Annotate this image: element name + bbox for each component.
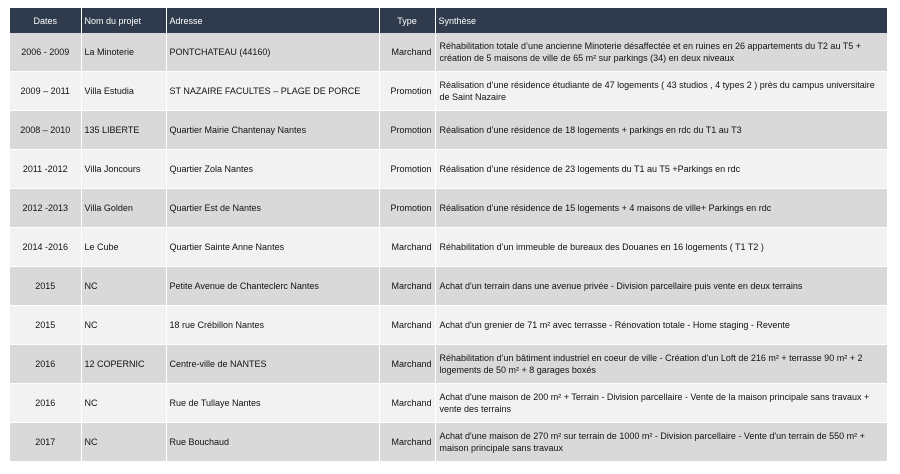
cell-type: Marchand (379, 384, 435, 423)
header-address: Adresse (166, 8, 379, 33)
table-row (10, 33, 887, 72)
cell-type: Marchand (379, 345, 435, 384)
cell-date: 2014 -2016 (10, 228, 81, 267)
cell-summary: Achat d'une maison de 270 m² sur terrain de 1000 m² - Division parcellaire - Vente d'un terrain de 550 m² + maison principale sans travaux (435, 423, 887, 462)
header-dates: Dates (10, 8, 81, 33)
table-row (10, 306, 887, 345)
cell-date: 2017 (10, 423, 81, 462)
header-row (10, 8, 887, 33)
cell-summary: Réhabilitation d’un immeuble de bureaux des Douanes en 16 logements ( T1 T2 ) (435, 228, 887, 267)
cell-date: 2015 (10, 306, 81, 345)
cell-address: Quartier Sainte Anne Nantes (166, 228, 379, 267)
cell-address: PONTCHATEAU (44160) (166, 33, 379, 72)
cell-summary: Réalisation d’une résidence de 23 logements du T1 au T5 +Parkings en rdc (435, 150, 887, 189)
cell-date: 2008 – 2010 (10, 111, 81, 150)
table-row (10, 345, 887, 384)
cell-type: Promotion (379, 189, 435, 228)
cell-date: 2009 – 2011 (10, 72, 81, 111)
table-row (10, 267, 887, 306)
header-summary: Synthèse (435, 8, 887, 33)
cell-project-name: NC (81, 267, 166, 306)
cell-project-name: La Minoterie (81, 33, 166, 72)
table-body (10, 33, 887, 462)
cell-summary: Réhabilitation totale d’une ancienne Minoterie désaffectée et en ruines en 26 appartements du T2 au T5 + création de 5 maisons de ville de 65 m² sur parkings (34) en deux niveaux (435, 33, 887, 72)
cell-project-name: 135 LIBERTE (81, 111, 166, 150)
cell-type: Promotion (379, 111, 435, 150)
table-row (10, 423, 887, 462)
table-row (10, 384, 887, 423)
cell-address: Rue de Tullaye Nantes (166, 384, 379, 423)
cell-address: Quartier Est de Nantes (166, 189, 379, 228)
cell-date: 2012 -2013 (10, 189, 81, 228)
cell-project-name: NC (81, 384, 166, 423)
cell-address: Rue Bouchaud (166, 423, 379, 462)
cell-summary: Achat d'un grenier de 71 m² avec terrasse - Rénovation totale - Home staging - Revente (435, 306, 887, 345)
cell-summary: Réhabilitation d’un bâtiment industriel en coeur de ville - Création d'un Loft de 216 m² + terrasse 90 m² + 2 logements de 50 m² + 8 garages boxés (435, 345, 887, 384)
cell-type: Marchand (379, 267, 435, 306)
table-row (10, 228, 887, 267)
table-row (10, 189, 887, 228)
table-header (10, 8, 887, 33)
table-row (10, 111, 887, 150)
cell-date: 2016 (10, 345, 81, 384)
cell-type: Promotion (379, 72, 435, 111)
table-row (10, 150, 887, 189)
cell-address: Quartier Mairie Chantenay Nantes (166, 111, 379, 150)
cell-type: Marchand (379, 306, 435, 345)
cell-project-name: Le Cube (81, 228, 166, 267)
header-project-name: Nom du projet (81, 8, 166, 33)
cell-summary: Achat d'un terrain dans une avenue privée - Division parcellaire puis vente en deux terrains (435, 267, 887, 306)
cell-project-name: Villa Joncours (81, 150, 166, 189)
cell-summary: Achat d'une maison de 200 m² + Terrain - Division parcellaire - Vente de la maison principale sans travaux + vente des terrains (435, 384, 887, 423)
cell-address: ST NAZAIRE FACULTES – PLAGE DE PORCE (166, 72, 379, 111)
cell-type: Marchand (379, 228, 435, 267)
cell-address: Quartier Zola Nantes (166, 150, 379, 189)
cell-date: 2011 -2012 (10, 150, 81, 189)
cell-summary: Réalisation d’une résidence de 15 logements + 4 maisons de ville+ Parkings en rdc (435, 189, 887, 228)
cell-project-name: Villa Golden (81, 189, 166, 228)
cell-date: 2006 - 2009 (10, 33, 81, 72)
header-type: Type (379, 8, 435, 33)
cell-type: Marchand (379, 423, 435, 462)
cell-project-name: Villa Estudia (81, 72, 166, 111)
cell-address: Petite Avenue de Chanteclerc Nantes (166, 267, 379, 306)
cell-date: 2015 (10, 267, 81, 306)
cell-project-name: NC (81, 306, 166, 345)
table-row (10, 72, 887, 111)
projects-table (10, 8, 888, 462)
cell-date: 2016 (10, 384, 81, 423)
cell-type: Marchand (379, 33, 435, 72)
cell-type: Promotion (379, 150, 435, 189)
cell-address: 18 rue Crébillon Nantes (166, 306, 379, 345)
cell-address: Centre-ville de NANTES (166, 345, 379, 384)
cell-summary: Réalisation d’une résidence de 18 logements + parkings en rdc du T1 au T3 (435, 111, 887, 150)
cell-summary: Réalisation d’une résidence étudiante de 47 logements ( 43 studios , 4 types 2 ) près du campus universitaire de Saint Nazaire (435, 72, 887, 111)
cell-project-name: NC (81, 423, 166, 462)
cell-project-name: 12 COPERNIC (81, 345, 166, 384)
